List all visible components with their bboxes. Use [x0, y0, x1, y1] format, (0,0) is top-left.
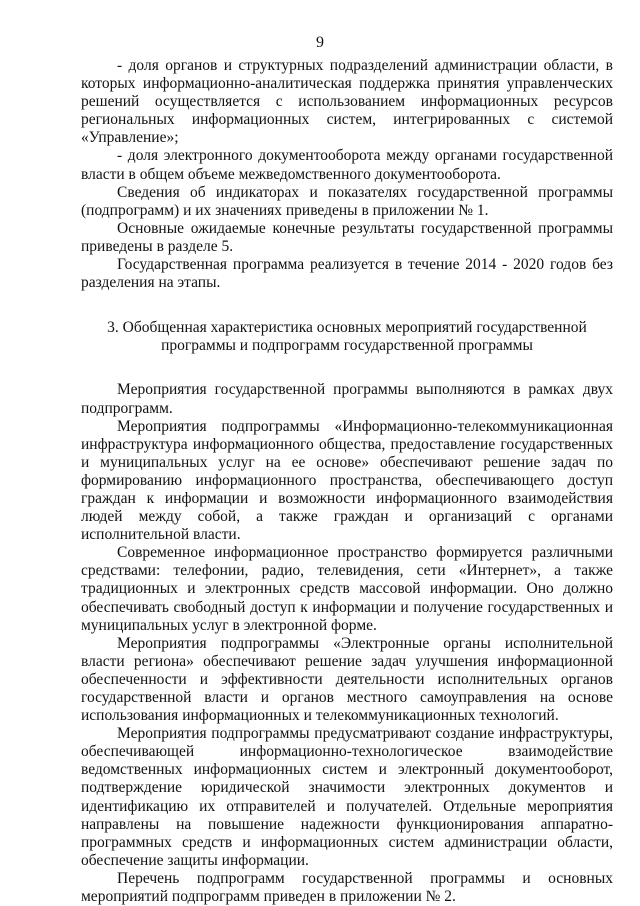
paragraph: Мероприятия государственной программы выполняются в рамках двух подпрограмм.: [81, 381, 613, 417]
section-heading: [81, 319, 613, 355]
paragraph: Перечень подпрограмм государственной программы и основных мероприятий подпрограмм приведен в приложении № 2.: [81, 869, 613, 906]
paragraph: Основные ожидаемые конечные результаты государственной программы приведены в разделе 5.: [81, 219, 613, 255]
paragraph: Сведения об индикаторах и показателях государственной программы (подпрограмм) и их значениях приведены в приложении № 1.: [81, 183, 613, 219]
section-heading-line: 3. Обобщенная характеристика основных мероприятий государственной: [107, 319, 587, 337]
paragraph: Мероприятия подпрограммы «Электронные органы исполнительной власти региона» обеспечивают решение задач улучшения информационной обеспеченности и эффективности деятельности исполнительных органов государственной власти и органов местного самоуправления на основе использования информационных и телекоммуникационных технологий.: [81, 634, 613, 725]
paragraph: Современное информационное пространство формируется различными средствами: телефонии, радио, телевидения, сети «Интернет», а также традиционных и электронных средств массовой информации. Оно должно обеспечивать свободный доступ к информации и получение государственных и муниципальных услуг в электронной форме.: [81, 544, 613, 634]
paragraph: - доля электронного документооборота между органами государственной власти в общем объеме межведомственного документооборота.: [81, 147, 613, 183]
paragraph: Государственная программа реализуется в течение 2014 - 2020 годов без разделения на этапы.: [81, 256, 613, 292]
page-number: 9: [316, 34, 324, 51]
section-heading-line: программы и подпрограмм государственной программы: [161, 337, 533, 355]
paragraph: Мероприятия подпрограммы «Информационно-телекоммуникационная инфраструктура информационного общества, предоставление государственных и муниципальных услуг на ее основе» обеспечивают решение задач по формированию информационного пространства, обеспечивающего доступ граждан к информации и возможности информационного взаимодействия людей между собой, а также граждан и организаций с органами исполнительной власти.: [81, 417, 613, 544]
document-body: [81, 57, 613, 906]
paragraph: - доля органов и структурных подразделений администрации области, в которых информационно-аналитическая поддержка принятия управленческих решений осуществляется с использованием информационных ресурсов региональных информационных систем, интегрированных с системой «Управление»;: [81, 57, 613, 147]
paragraph: Мероприятия подпрограммы предусматривают создание инфраструктуры, обеспечивающей информационно-технологическое взаимодействие ведомственных информационных систем и электронный документооборот, подтверждение юридической значимости электронных документов и идентификацию их отправителей и получателей. Отдельные мероприятия направлены на повышение надежности функционирования аппаратно-программных средств и информационных систем администрации области, обеспечение защиты информации.: [81, 725, 613, 869]
